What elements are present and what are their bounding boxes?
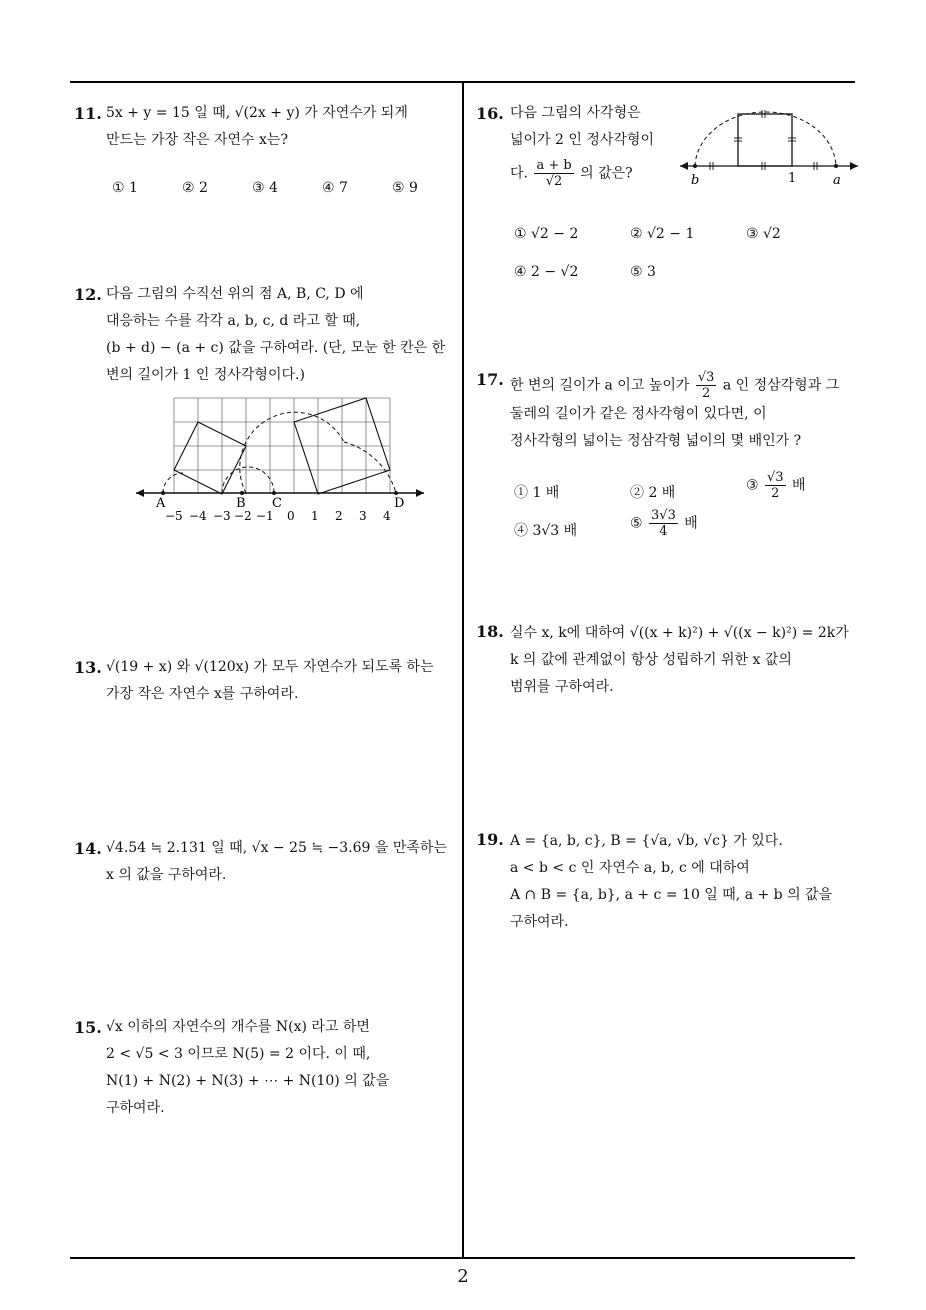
choice[interactable]: ① 1 배 xyxy=(514,485,560,501)
column-divider xyxy=(462,81,464,1259)
choice[interactable]: ④ 3√3 배 xyxy=(514,523,578,539)
question-number: 17. xyxy=(476,370,504,389)
choice[interactable]: ① √2 − 2 xyxy=(514,226,579,242)
question-13-line: √(19 + x) 와 √(120x) 가 모두 자연수가 되도록 하는 xyxy=(106,659,434,675)
question-17-line1-post: a 인 정삼각형과 그 xyxy=(722,377,840,394)
question-11-line: 만드는 가장 작은 자연수 x는? xyxy=(106,132,288,148)
tilted-square xyxy=(174,422,246,494)
question-19-line: A ∩ B = {a, b}, a + c = 10 일 때, a + b 의 값을 xyxy=(510,887,833,903)
point-label-a: A xyxy=(156,496,166,511)
question-number: 18. xyxy=(476,622,504,641)
question-16-text xyxy=(510,100,654,189)
fraction-numerator: √3 xyxy=(697,370,715,385)
choice-marker: ③ xyxy=(746,477,759,494)
question-14-text xyxy=(106,835,447,889)
question-16-line: 넓이가 2 인 정사각형이 xyxy=(510,132,654,148)
square-on-number-line-figure xyxy=(676,104,860,190)
choice[interactable]: ④ 2 − √2 xyxy=(514,264,579,280)
fraction xyxy=(534,158,573,189)
fraction xyxy=(765,470,786,501)
question-12-line: 변의 길이가 1 인 정사각형이다.) xyxy=(106,367,305,383)
fraction-denominator: 2 xyxy=(701,386,711,401)
question-13-text xyxy=(106,654,434,708)
question-11-line: 5x + y = 15 일 때, √(2x + y) 가 자연수가 되게 xyxy=(106,105,408,121)
choice[interactable]: ⑤ 3 xyxy=(630,264,656,280)
choice-unit: 배 xyxy=(684,515,698,532)
question-15-text xyxy=(106,1014,389,1122)
tick-label: 3 xyxy=(359,509,367,523)
question-15-line: N(1) + N(2) + N(3) + ⋯ + N(10) 의 값을 xyxy=(106,1073,390,1089)
label-a: a xyxy=(833,173,841,188)
tick-label: 0 xyxy=(287,509,295,523)
page-number: 2 xyxy=(457,1266,469,1287)
question-number: 11. xyxy=(74,104,102,123)
fraction-denominator: √2 xyxy=(545,174,563,189)
choice[interactable]: ② 2 배 xyxy=(630,485,676,501)
question-12-line: 다음 그림의 수직선 위의 점 A, B, C, D 에 xyxy=(106,286,364,302)
question-19-text xyxy=(510,828,832,936)
question-17-line1-pre: 한 변의 길이가 a 이고 높이가 xyxy=(510,377,690,394)
square xyxy=(738,114,792,166)
tick-label: −2 xyxy=(234,509,252,523)
point-label-b: B xyxy=(236,496,246,511)
choice[interactable] xyxy=(630,508,698,539)
fraction xyxy=(649,508,678,539)
question-15-line: 2 < √5 < 3 이므로 N(5) = 2 이다. 이 때, xyxy=(106,1046,371,1062)
tick-label: 2 xyxy=(335,509,343,523)
question-12-text xyxy=(106,281,445,389)
question-16-line3-pre: 다. xyxy=(510,165,528,182)
question-18-line: 범위를 구하여라. xyxy=(510,679,614,695)
question-16-line xyxy=(510,158,654,189)
choice[interactable]: ② √2 − 1 xyxy=(630,226,695,242)
question-15-line: √x 이하의 자연수의 개수를 N(x) 라고 하면 xyxy=(106,1019,370,1035)
question-19-line: 구하여라. xyxy=(510,914,569,930)
question-19-line: A = {a, b, c}, B = {√a, √b, √c} 가 있다. xyxy=(510,833,783,849)
question-12-line: (b + d) − (a + c) 값을 구하여라. (단, 모눈 한 칸은 한 xyxy=(106,340,446,356)
tick-label: −5 xyxy=(165,509,183,523)
choice-unit: 배 xyxy=(792,477,806,494)
question-16-line3-post: 의 값은? xyxy=(580,165,633,182)
question-17-line xyxy=(510,370,839,401)
choice[interactable]: ④ 7 xyxy=(322,180,348,196)
fraction-numerator: 3√3 xyxy=(651,508,676,523)
choice[interactable]: ② 2 xyxy=(182,180,208,196)
choice[interactable] xyxy=(746,470,806,501)
tick-label: 4 xyxy=(383,509,391,523)
point-label-c: C xyxy=(272,496,282,511)
question-13-line: 가장 작은 자연수 x를 구하여라. xyxy=(106,686,299,702)
fraction-numerator: √3 xyxy=(767,470,784,485)
choice[interactable]: ③ √2 xyxy=(746,226,781,242)
grid xyxy=(174,398,390,494)
question-number: 15. xyxy=(74,1018,102,1037)
tick-label: −4 xyxy=(189,509,207,523)
fraction-denominator: 2 xyxy=(771,486,780,501)
question-18-line: 실수 x, k에 대하여 √((x + k)²) + √((x − k)²) = 2k가 xyxy=(510,625,849,641)
question-18-text xyxy=(510,620,849,701)
question-16-line: 다음 그림의 사각형은 xyxy=(510,105,641,121)
choice[interactable]: ⑤ 9 xyxy=(392,180,418,196)
question-11-text xyxy=(106,100,408,154)
point-label-d: D xyxy=(394,496,405,511)
choice[interactable]: ③ 4 xyxy=(252,180,278,196)
label-1: 1 xyxy=(788,171,797,186)
question-17-line: 둘레의 길이가 같은 정사각형이 있다면, 이 xyxy=(510,406,767,422)
question-number: 14. xyxy=(74,839,102,858)
question-19-line: a < b < c 인 자연수 a, b, c 에 대하여 xyxy=(510,860,750,876)
tick-label: 1 xyxy=(311,509,319,523)
question-14-line: x 의 값을 구하여라. xyxy=(106,867,227,883)
choice-marker: ⑤ xyxy=(630,515,643,532)
fraction-denominator: 4 xyxy=(659,524,668,539)
question-number: 12. xyxy=(74,285,102,304)
question-12-line: 대응하는 수를 각각 a, b, c, d 라고 할 때, xyxy=(106,313,361,329)
question-18-line: k 의 값에 관계없이 항상 성립하기 위한 x 값의 xyxy=(510,652,792,668)
bottom-rule xyxy=(70,1257,855,1259)
tick-label: −3 xyxy=(213,509,231,523)
question-17-text xyxy=(510,370,839,455)
fraction xyxy=(696,370,717,401)
question-17-line: 정사각형의 넓이는 정삼각형 넓이의 몇 배인가 ? xyxy=(510,433,802,449)
question-number: 13. xyxy=(74,658,102,677)
question-15-line: 구하여라. xyxy=(106,1100,165,1116)
question-number: 19. xyxy=(476,830,504,849)
label-b: b xyxy=(691,173,700,188)
question-14-line: √4.54 ≒ 2.131 일 때, √x − 25 ≒ −3.69 을 만족하는 xyxy=(106,840,447,856)
question-number: 16. xyxy=(476,104,504,123)
choice[interactable]: ① 1 xyxy=(112,180,138,196)
fraction-numerator: a + b xyxy=(536,158,572,173)
tick-label: −1 xyxy=(256,509,274,523)
number-line-grid-figure xyxy=(130,392,430,524)
